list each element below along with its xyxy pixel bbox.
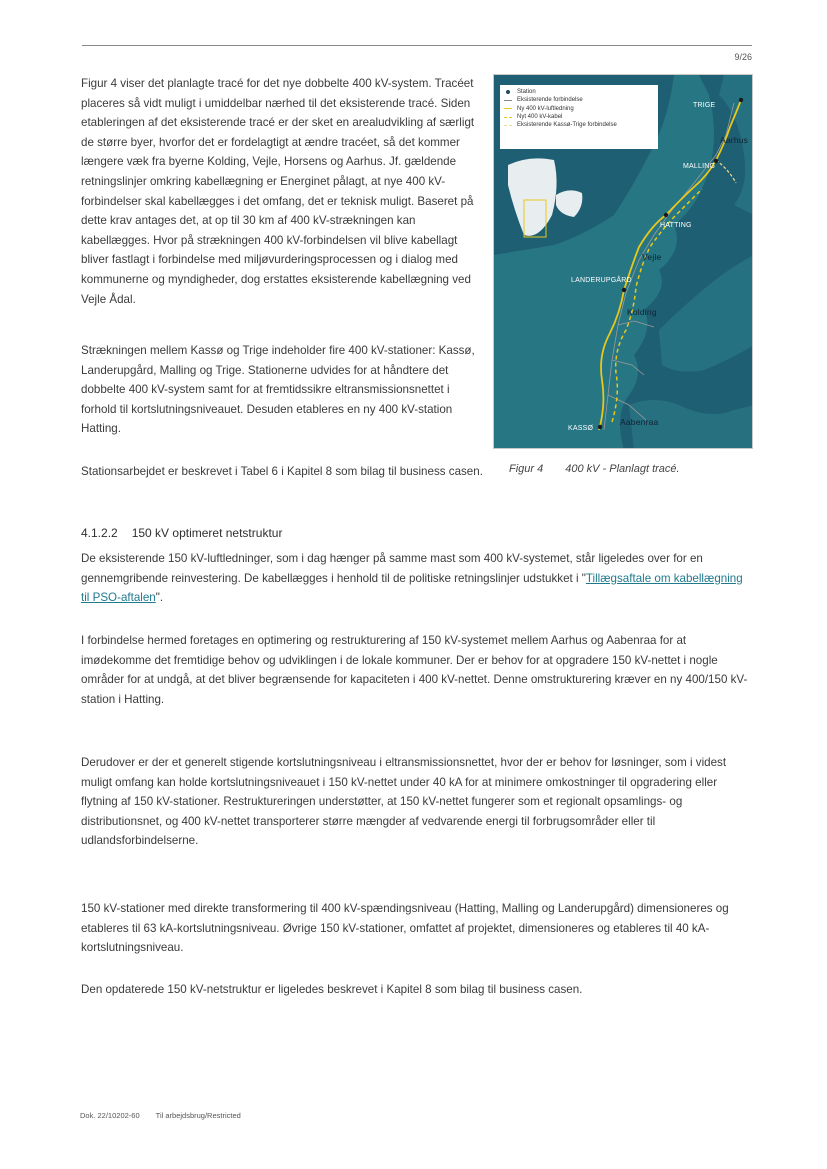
header-rule (82, 45, 752, 46)
map-label-hatting: HATTING (660, 222, 692, 229)
section-title: 150 kV optimeret netstruktur (131, 526, 283, 540)
paragraph-updated-structure: Den opdaterede 150 kV-netstruktur er ligeledes beskrevet i Kapitel 8 som bilag til business casen. (81, 983, 583, 996)
station-dot-icon (506, 90, 510, 94)
route-map-figure (493, 74, 753, 449)
map-label-landerupgaard: LANDERUPGÅRD (571, 277, 632, 284)
pale-dashed-line-icon (504, 125, 512, 126)
station-work-paragraph: Stationsarbejdet er beskrevet i Tabel 6 i Kapitel 8 som bilag til business casen. (81, 465, 483, 478)
map-label-trige: TRIGE (693, 102, 716, 109)
footer-doc-number: Dok. 22/10202-60 (80, 1111, 140, 1120)
map-label-aarhus: Aarhus (720, 135, 749, 145)
yellow-line-icon (504, 108, 512, 110)
figure-caption-text: 400 kV - Planlagt tracé. (565, 463, 680, 475)
legend-item: Ny 400 kV-luftledning (504, 105, 654, 113)
map-label-malling: MALLING (683, 163, 716, 170)
paragraph-transformer-stations: 150 kV-stationer med direkte transformering til 400 kV-spændingsniveau (Hatting, Malling og Landerupgård) dimensioneres og etableres til 63 kA-kortslutningsniveau. Øvrige 150 kV-stationer, omfattet af projektet, dimensioneres og etableres til 40 kA-kortslutningsniveau. (81, 902, 729, 955)
section-number: 4.1.2.2 (81, 526, 118, 540)
legend-item: Eksisterende Kassø-Trige forbindelse (504, 121, 654, 129)
map-label-vejle: Vejle (642, 252, 662, 262)
map-legend (500, 85, 658, 149)
map-label-kasso: KASSØ (568, 425, 594, 432)
footer-classification: Til arbejdsbrug/Restricted (155, 1111, 241, 1120)
stations-paragraph: Strækningen mellem Kassø og Trige indeholder fire 400 kV-stationer: Kassø, Landerupgård, Malling og Trige. Stationerne udvides for at håndtere det dobbelte 400 kV-system samt for at fremtidssikre eltransmissionsnettet i forhold til kortslutningsniveauet. Desuden etableres en ny 400 kV-station Hatting. (81, 344, 475, 436)
intro-paragraph: Figur 4 viser det planlagte tracé for det nye dobbelte 400 kV-system. Tracéet placeres så vidt muligt i umiddelbar nærhed til det eksisterende tracé. Siden etableringen af det eksisterende tracé er der sket en arealudvikling af særligt de større byer, hvorfor det er fordelagtigt at ændre tracéet, så det kommer længere væk fra byerne Kolding, Vejle, Horsens og Aarhus. Jf. gældende retningslinjer omkring kabellægning er Energinet pålagt, at nye 400 kV-forbindelser skal kabellægges i det omfang, det er teknisk muligt. Baseret på dette krav antages det, at op til 30 km af 400 kV-strækningen kan kabellægges. Hvor på strækningen 400 kV-forbindelsen vil blive kabellagt bliver fastlagt i forbindelse med miljøvurderingsprocessen og i dialog med kommunerne og myndigheder, dog erstattes eksisterende kabellægning ved Vejle Ådal. (81, 77, 475, 306)
page-number: 9/26 (734, 52, 752, 62)
legend-item: Nyt 400 kV-kabel (504, 113, 654, 121)
grey-line-icon (504, 100, 512, 101)
legend-item: Eksisterende forbindelse (504, 96, 654, 104)
map-label-aabenraa: Aabenraa (620, 417, 659, 427)
section-heading (81, 526, 282, 540)
paragraph-150kv-optimization: I forbindelse hermed foretages en optimering og restrukturering af 150 kV-systemet mellem Aarhus og Aabenraa for at imødekomme det fremtidige behov og udviklingen i de lokale kommuner. Der er behov for at opgradere 150 kV-nettet i nogle områder for at undgå, at det bliver begrænsende for kapaciteten i 400 kV-nettet. Denne omstrukturering kræver en ny 400/150 kV-station i Hatting. (81, 634, 748, 706)
figure-number: Figur 4 (509, 463, 544, 475)
figure-caption (509, 463, 680, 475)
map-label-kolding: Kolding (627, 307, 657, 317)
paragraph-150kv-reinvestment: De eksisterende 150 kV-luftledninger, som i dag hænger på samme mast som 400 kV-systemet, står ligeledes over for en gennemgribende reinvestering. De kabellægges i henhold til de politiske retningslinjer udstukket i "Tillægsaftale om kabellægning til PSO-aftalen". (81, 552, 743, 605)
pso-agreement-link[interactable]: Tillægsaftale om kabellægning til PSO-aftalen (81, 571, 743, 605)
yellow-dashed-line-icon (504, 117, 512, 118)
paragraph-short-circuit: Derudover er der et generelt stigende kortslutningsniveau i eltransmissionsnettet, hvor der er behov for løsninger, som i videst muligt omfang kan holde kortslutningsniveauet i 150 kV-nettet under 40 kA for at minimere omkostninger til opgradering eller flytning af 150 kV-stationer. Restruktureringen understøtter, at 150 kV-nettet fungerer som et regionalt opsamlings- og distributionsnet, og 400 kV-nettet transporterer større mængder af vedvarende energi til forbrugsområder eller til udlandsforbindelserne. (81, 756, 727, 848)
footer (80, 1111, 241, 1120)
legend-item: Station (504, 88, 654, 96)
